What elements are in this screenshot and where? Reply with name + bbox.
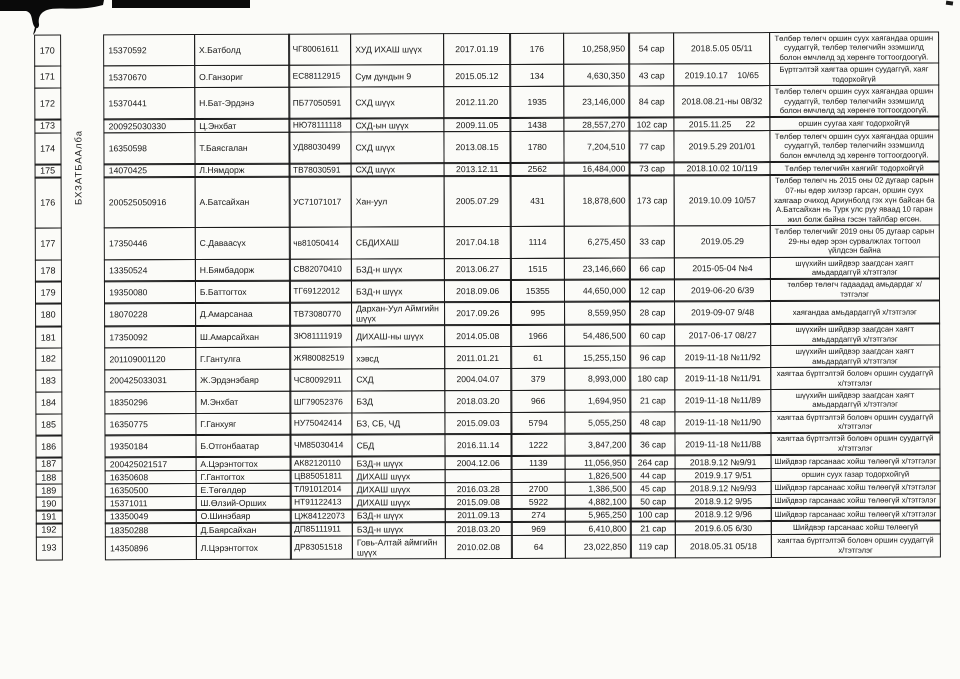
cell-months: 28 сар <box>630 301 676 325</box>
cell-register-number: ТВ73080770 <box>289 302 352 327</box>
cell-note: оршин суугаа хаяг тодорхойгүй <box>769 116 939 131</box>
cell-row-number: 171 <box>34 66 61 89</box>
cell-count: 966 <box>511 390 566 413</box>
row-gutter <box>62 282 106 304</box>
cell-count: 5794 <box>511 411 566 434</box>
cell-months: 100 сар <box>630 508 676 523</box>
cell-amount: 23,146,660 <box>564 257 631 280</box>
cell-count: 274 <box>511 508 566 523</box>
cell-decision-date: 2013.08.15 <box>443 131 511 164</box>
cell-months: 84 сар <box>629 85 675 118</box>
row-gutter <box>62 471 106 484</box>
cell-count: 176 <box>509 32 564 65</box>
cell-register-number: ТВ78030591 <box>289 163 352 178</box>
cell-decision-date: 2009.11.05 <box>443 117 511 132</box>
cell-register-number: ТЛ91012014 <box>290 482 353 497</box>
cell-amount: 7,204,510 <box>563 130 630 163</box>
cell-reference-date: 2019.5.29 201/01 <box>674 130 771 163</box>
cell-decision-date: 2016.03.28 <box>444 482 512 497</box>
cell-row-number: 174 <box>34 132 61 165</box>
cell-decision-date: 2005.07.29 <box>443 175 511 227</box>
cell-reference-date: 2019.05.29 <box>674 225 771 258</box>
cell-case-id: 16350775 <box>105 413 197 437</box>
cell-debtor-name: О.Шинэбаяр <box>196 509 292 524</box>
cell-row-number: 178 <box>34 259 61 282</box>
cell-months: 96 сар <box>630 345 676 368</box>
cell-decision-date: 2018.03.20 <box>444 390 512 413</box>
cell-court: БЗ, СБ, ЧД <box>351 412 445 436</box>
cell-register-number: НТ91122413 <box>290 495 353 510</box>
cell-amount: 15,255,150 <box>564 346 631 369</box>
cell-count: 379 <box>511 368 566 391</box>
cell-court: БЗД-н шүүх <box>351 280 445 304</box>
cell-amount: 10,258,950 <box>563 32 630 65</box>
cell-debtor-name: Д.Баярсайхан <box>196 522 292 537</box>
cell-reference-date: 2019-09-07 9/48 <box>674 300 771 325</box>
cell-count: 61 <box>510 346 565 369</box>
cell-register-number: ЧС80092911 <box>290 368 353 391</box>
cell-decision-date: 2018.03.20 <box>444 521 512 536</box>
cell-reference-date: 2018.9.12 9/95 <box>675 494 772 509</box>
cell-court: ДИХАШ шүүх <box>352 495 446 510</box>
cell-count: 134 <box>509 64 564 87</box>
cell-debtor-name: А.Цэрэнтогтох <box>195 456 291 471</box>
cell-reference-date: 2018.9.12 №9/91 <box>675 454 772 469</box>
cell-debtor-name: Ц.Энхбат <box>194 118 290 133</box>
cell-months: 36 сар <box>630 433 676 456</box>
cell-court: хэвсд <box>351 346 445 370</box>
cell-count: 969 <box>511 521 566 536</box>
cell-debtor-name: М.Энхбат <box>195 390 291 414</box>
cell-row-number: 185 <box>35 413 62 436</box>
cell-decision-date: 2004.12.06 <box>444 455 512 470</box>
cell-amount: 4,882,100 <box>565 495 632 510</box>
cell-debtor-name: Н.Бат-Эрдэнэ <box>194 87 290 120</box>
cell-amount: 8,559,950 <box>564 301 631 326</box>
cell-court: Дархан-Уул Аймгийн шүүх <box>351 301 445 326</box>
cell-note: Төлбөр төлөгчийн хаягийг тодорхойгүй <box>769 161 939 176</box>
cell-court: ДИХАШ шүүх <box>352 469 446 484</box>
cell-register-number: ЦВ85051811 <box>290 469 353 484</box>
cell-debtor-name: Н.Бямбадорж <box>195 258 291 282</box>
cell-case-id: 15371011 <box>105 496 197 511</box>
cell-decision-date: 2015.09.03 <box>444 412 512 435</box>
row-gutter <box>62 485 106 498</box>
cell-reference-date: 2018.9.12 №9/93 <box>675 481 772 496</box>
side-agency-label: БХЗАТБААлба <box>73 129 85 205</box>
cell-reference-date: 2019-11-18 №11/90 <box>674 411 771 435</box>
cell-decision-date: 2017.09.26 <box>444 301 512 326</box>
cell-court: СХД-ын шүүх <box>350 118 444 133</box>
cell-note: Төлбөр төлөгч оршин суух хаягандаа оршин суудаггүй, төлбөр төлөгчийн эзэмшилд болон өмчлөлд эд хөрөнгө тогтоогдоогүй. <box>769 84 939 117</box>
cell-note: шүүхийн шийдвэр заагдсан хаягт амьдардаггүй х/тэтгэлэг <box>770 388 940 412</box>
cell-row-number: 173 <box>34 119 61 134</box>
cell-decision-date: 2012.11.20 <box>443 86 511 119</box>
cell-count: 1114 <box>510 226 565 259</box>
cell-court: СХД шүүх <box>351 162 445 177</box>
cell-court: БЗД-н шүүх <box>351 258 445 282</box>
cell-months: 102 сар <box>629 117 675 132</box>
cell-count: 995 <box>510 301 565 325</box>
row-gutter <box>62 349 106 371</box>
cell-court: Сум дундын 9 <box>350 64 444 88</box>
cell-case-id: 14070425 <box>104 163 196 178</box>
cell-count: 1139 <box>511 455 566 470</box>
cell-court: СХД <box>351 368 445 392</box>
cell-case-id: 16350500 <box>105 483 197 498</box>
cell-months: 54 сар <box>629 32 675 65</box>
cell-amount: 11,056,950 <box>564 455 631 470</box>
cell-debtor-name: Д.Амарсанаа <box>195 302 291 327</box>
row-gutter <box>62 498 106 511</box>
cell-row-number: 189 <box>35 483 62 498</box>
cell-count: 1966 <box>510 324 565 347</box>
cell-row-number: 177 <box>34 228 61 261</box>
table-row <box>36 175 954 229</box>
cell-note: хаягтаа бүртгэлтэй боловч оршин суудаггүй х/тэтгэлэг <box>770 432 940 456</box>
cell-reference-date: 2015-05-04 №4 <box>674 257 771 281</box>
cell-note: Шийдвэр гарсанаас хойш төлөөгүй <box>770 520 940 535</box>
cell-row-number: 170 <box>34 34 61 67</box>
cell-register-number: ЦЖ84122073 <box>290 509 353 524</box>
cell-count: 2562 <box>510 162 565 177</box>
cell-decision-date: 2017.01.19 <box>443 33 511 66</box>
cell-decision-date: 2017.04.18 <box>443 226 511 259</box>
cell-reference-date: 2015.11.25 22 <box>673 116 770 131</box>
cell-register-number: СВ82070410 <box>289 258 352 281</box>
cell-note: хаягтаа бүртгэлтэй боловч оршин суудаггүй х/тэтгэлэг <box>770 410 940 434</box>
cell-reference-date: 2019.6.05 6/30 <box>675 520 772 535</box>
cell-note: шүүхийн шийдвэр заагдсан хаягт амьдардаггүй х/тэтгэлэг <box>770 256 940 280</box>
cell-amount: 1,826,500 <box>564 468 631 483</box>
cell-case-id: 17350092 <box>104 325 196 349</box>
cell-case-id: 16350608 <box>105 470 197 485</box>
cell-note: хаягтаа бүртгэлтэй боловч оршин суудаггүй х/тэтгэлэг <box>771 533 941 558</box>
row-gutter <box>61 67 105 89</box>
cell-note: Төлбөр төлөгч нь 2015 оны 02 дугаар сарын 07-ны өдөр хилээр гарсан, оршин суух хаягаар очиход Ариунболд гэх хүн байсан ба А.Батсайхан нь Турк улс руу яваад 10 гаран жил болж байна гэсэн тайлбар өгсөн. <box>769 174 939 227</box>
cell-row-number: 183 <box>35 369 62 392</box>
cell-row-number: 186 <box>35 435 62 458</box>
cell-debtor-name: Е.Төгөлдөр <box>195 482 291 497</box>
cell-note: шүүхийн шийдвэр заагдсан хаягт амьдардаггүй х/тэтгэлэг <box>770 323 940 347</box>
cell-count: 2700 <box>511 482 566 497</box>
cell-amount: 8,993,000 <box>564 367 631 390</box>
cell-court: БЗД-н шүүх <box>352 508 446 523</box>
cell-case-id: 15370441 <box>103 87 195 120</box>
cell-court: БЗД <box>351 390 445 414</box>
cell-case-id: 17350446 <box>104 227 196 260</box>
cell-register-number: ШГ79052376 <box>290 390 353 413</box>
cell-count: 1222 <box>511 433 566 456</box>
cell-decision-date: 2011.01.21 <box>444 346 512 369</box>
cell-note: төлбөр төлөгч гадаадад амьдардаг х/тэтгэлэг <box>770 278 940 302</box>
cell-register-number: ЧМ85030414 <box>290 434 353 457</box>
cell-amount: 16,484,000 <box>563 162 630 177</box>
cell-months: 21 сар <box>630 389 676 412</box>
cell-debtor-name: С.Даваасүх <box>195 227 291 260</box>
cell-amount: 44,650,000 <box>564 279 631 302</box>
cell-months: 66 сар <box>629 257 675 280</box>
cell-reference-date: 2019-11-18 №11/89 <box>674 389 771 413</box>
cell-amount: 6,410,800 <box>565 521 632 536</box>
cell-register-number: ДР83051518 <box>290 535 353 560</box>
cell-court: СБДИХАШ <box>351 226 445 259</box>
cell-debtor-name: Т.Баясгалан <box>194 131 290 164</box>
cell-note: хаягандаа амьдардаггүй х/тэтгэлэг <box>770 300 940 325</box>
cell-amount: 1,386,500 <box>565 481 632 496</box>
cell-months: 77 сар <box>629 130 675 163</box>
cell-amount: 4,630,350 <box>563 64 630 87</box>
cell-case-id: 200425021517 <box>105 456 197 471</box>
cell-decision-date: 2015.05.12 <box>443 64 511 87</box>
cell-register-number: ДП85111911 <box>290 522 353 537</box>
cell-register-number: ПБ77050591 <box>289 86 352 119</box>
scan-artifacts <box>0 0 960 42</box>
cell-note: шүүхийн шийдвэр заагдсан хаягт амьдардаггүй х/тэтгэлэг <box>770 344 940 368</box>
cell-case-id: 15370592 <box>103 34 195 67</box>
cell-court: ДИХАШ шүүх <box>352 482 446 497</box>
cell-row-number: 181 <box>35 326 62 349</box>
cell-decision-date: 2018.09.06 <box>444 279 512 302</box>
cell-reference-date: 2018.10.02 10/119 <box>674 161 771 176</box>
cell-case-id: 14350896 <box>105 536 197 561</box>
table-row <box>35 86 953 121</box>
cell-months: 44 сар <box>630 468 676 483</box>
cell-amount: 18,878,600 <box>563 175 630 227</box>
cell-reference-date: 2019-06-20 6/39 <box>674 278 771 302</box>
cell-months: 173 сар <box>629 175 675 227</box>
cell-decision-date: 2013.06.27 <box>444 258 512 281</box>
cell-row-number: 187 <box>35 457 62 472</box>
cell-row-number: 188 <box>35 470 62 485</box>
cell-case-id: 15370670 <box>103 65 195 89</box>
cell-case-id: 16350598 <box>104 132 196 165</box>
cell-months: 43 сар <box>629 63 675 86</box>
cell-months: 21 сар <box>630 521 676 536</box>
cell-decision-date: 2013.12.11 <box>443 162 511 177</box>
cell-case-id: 13350524 <box>104 259 196 283</box>
cell-case-id: 200925030330 <box>104 118 196 133</box>
row-gutter <box>62 524 106 537</box>
cell-case-id: 18070228 <box>104 302 196 327</box>
cell-case-id: 201109001120 <box>104 347 196 371</box>
cell-row-number: 179 <box>35 281 62 304</box>
cell-court: ДИХАШ-ны шүүх <box>351 324 445 348</box>
cell-months: 180 сар <box>630 367 676 390</box>
row-gutter <box>62 304 106 327</box>
cell-row-number: 190 <box>35 497 62 512</box>
cell-amount: 6,275,450 <box>564 226 631 259</box>
cell-reference-date: 2018.5.05 05/11 <box>673 32 770 65</box>
cell-row-number: 180 <box>35 303 62 327</box>
cell-court: СБД <box>352 434 446 458</box>
row-gutter <box>62 327 106 349</box>
cell-note: Шийдвэр гарсанаас хойш төлөөгүй х/тэтгэлэг <box>770 454 940 469</box>
cell-note: оршин суух газар тодорхойгүй <box>770 467 940 482</box>
cell-register-number: АК82120110 <box>290 456 353 471</box>
cell-row-number: 193 <box>35 536 62 560</box>
table-row <box>37 534 955 560</box>
cell-amount: 1,694,950 <box>564 389 631 412</box>
cell-court: БЗД-н шүүх <box>352 456 446 471</box>
cell-reference-date: 2017-06-17 08/27 <box>674 323 771 347</box>
black-scan-bar <box>112 0 250 8</box>
table-row <box>36 226 954 261</box>
cell-note: Төлбөр төлөгч оршин суух хаягандаа оршин суудаггүй, төлбөр төлөгчийн эзэмшилд болон өмчлөлд эд хөрөнгө тогтоогдоогүй. <box>769 129 939 162</box>
pen-scribble-mark <box>0 0 104 28</box>
cell-months: 119 сар <box>630 534 676 558</box>
cell-amount: 3,847,200 <box>564 433 631 456</box>
row-gutter <box>62 393 106 415</box>
cell-register-number: ТГ69122012 <box>289 280 352 303</box>
cell-months: 73 сар <box>629 162 675 177</box>
cell-case-id: 18350288 <box>105 522 197 537</box>
cell-court: БЗД-н шүүх <box>352 522 446 537</box>
cell-reference-date: 2019.10.17 10/65 <box>673 63 770 87</box>
cell-debtor-name: Х.Батболд <box>194 33 290 66</box>
cell-row-number: 182 <box>35 348 62 371</box>
cell-count: 1515 <box>510 257 565 280</box>
cell-court: Говь-Алтай аймгийн шүүх <box>352 535 446 560</box>
cell-debtor-name: Ш.Өлзий-Орших <box>196 496 292 511</box>
cell-register-number: ЕС88112915 <box>289 65 352 88</box>
cell-decision-date: 2016.11.14 <box>444 433 512 456</box>
cell-count: 431 <box>510 175 565 227</box>
cell-note: Шийдвэр гарсанаас хойш төлөөгүй х/тэтгэлэг <box>770 507 940 522</box>
register-table <box>35 32 955 560</box>
cell-debtor-name: О.Ганзориг <box>194 65 290 89</box>
cell-register-number: ЧГ80061611 <box>289 33 352 66</box>
cell-count: 1935 <box>510 86 565 119</box>
cell-court: Хан-уул <box>351 176 445 228</box>
cell-row-number: 192 <box>35 523 62 538</box>
cell-note: Шийдвэр гарсанаас хойш төлөөгүй х/тэтгэлэг <box>770 493 940 508</box>
scan-speck <box>946 1 953 6</box>
cell-note: Төлбөр төлөгч оршин суух хаягандаа оршин суудаггүй, төлбөр төлөгчийн эзэмшилд болон өмчлөлд эд хөрөнгө тогтоогдоогүй. <box>769 31 939 64</box>
cell-decision-date: 2011.09.13 <box>444 508 512 523</box>
cell-case-id: 19350080 <box>104 280 196 304</box>
cell-debtor-name: Г.Ганхуяг <box>195 412 291 436</box>
cell-case-id: 200525050916 <box>104 176 196 228</box>
cell-register-number: УС71071017 <box>289 176 352 228</box>
row-gutter <box>62 436 106 458</box>
cell-case-id: 200425033031 <box>104 369 196 393</box>
cell-reference-date: 2019-11-18 №11/91 <box>674 367 771 391</box>
cell-amount: 54,486,500 <box>564 324 631 347</box>
cell-months: 48 сар <box>630 411 676 434</box>
cell-amount: 28,557,270 <box>563 117 630 132</box>
cell-debtor-name: А.Батсайхан <box>194 176 290 228</box>
row-gutter <box>62 511 106 524</box>
cell-debtor-name: Л.Цэрэнтогтох <box>196 535 292 560</box>
cell-row-number: 172 <box>34 87 61 120</box>
cell-reference-date: 2019-11-18 №11/88 <box>675 433 772 457</box>
cell-row-number: 176 <box>34 177 61 229</box>
row-gutter <box>61 260 105 282</box>
cell-register-number: НУ75042414 <box>290 412 353 435</box>
cell-months: 50 сар <box>630 494 676 509</box>
cell-decision-date: 2015.09.08 <box>444 495 512 510</box>
cell-amount: 5,055,250 <box>564 411 631 434</box>
cell-decision-date: 2010.02.08 <box>444 535 512 560</box>
cell-register-number: НЮ78111118 <box>289 118 352 133</box>
cell-register-number: УД88030499 <box>289 131 352 164</box>
cell-court: СХД шүүх <box>350 131 444 164</box>
cell-debtor-name: Ш.Амарсайхан <box>195 325 291 349</box>
cell-court: СХД шүүх <box>350 86 444 119</box>
cell-note: хаягтаа бүртгэлтэй боловч оршин суудаггүй х/тэтгэлэг <box>770 366 940 390</box>
cell-note: Шийдвэр гарсанаас хойш төлөөгүй х/тэтгэлэг <box>770 480 940 495</box>
cell-count: 15355 <box>510 279 565 302</box>
cell-reference-date: 2019.10.09 10/57 <box>674 174 771 226</box>
cell-register-number: ЗЮ81111919 <box>290 325 353 348</box>
row-gutter <box>62 537 106 560</box>
cell-decision-date: 2004.04.07 <box>444 368 512 391</box>
cell-debtor-name: Б.Отгонбаатар <box>195 434 291 458</box>
row-gutter <box>62 414 106 436</box>
cell-reference-date: 2019.9.17 9/51 <box>675 468 772 483</box>
cell-months: 60 сар <box>630 324 676 347</box>
cell-months: 33 сар <box>629 225 675 258</box>
cell-reference-date: 2018.08.21-ны 08/32 <box>673 85 770 118</box>
cell-reference-date: 2018.05.31 05/18 <box>675 534 772 559</box>
cell-reference-date: 2018.9.12 9/96 <box>675 507 772 522</box>
cell-debtor-name: Б.Баттогтох <box>195 280 291 304</box>
cell-count: 1780 <box>510 130 565 163</box>
row-gutter <box>62 371 106 393</box>
row-gutter <box>62 458 106 471</box>
cell-months: 45 сар <box>630 481 676 496</box>
cell-count: 64 <box>511 534 566 558</box>
cell-court: ХУД ИХАШ шүүх <box>350 33 444 66</box>
cell-case-id: 19350184 <box>105 435 197 459</box>
cell-row-number: 191 <box>35 510 62 525</box>
cell-row-number: 184 <box>35 391 62 414</box>
cell-months: 264 сар <box>630 455 676 470</box>
cell-register-number: ЖЯ80082519 <box>290 347 353 370</box>
cell-row-number: 175 <box>34 164 61 179</box>
cell-note: Бүртгэлтэй хаягтаа оршин суудаггүй, хаяг тодорхойгүй <box>769 63 939 87</box>
cell-case-id: 18350296 <box>105 391 197 415</box>
cell-amount: 23,022,850 <box>565 534 632 559</box>
table-row <box>35 130 953 165</box>
cell-debtor-name: Г.Гантогтох <box>195 469 291 484</box>
cell-register-number: чв81050414 <box>289 227 352 260</box>
cell-amount: 5,965,250 <box>565 508 632 523</box>
cell-debtor-name: Г.Гантулга <box>195 347 291 371</box>
cell-decision-date: 2014.05.08 <box>444 324 512 347</box>
cell-note: Төлбөр төлөгчийг 2019 оны 05 дугаар сарын 29-ны өдөр эрэн сурвалжлах тогтоол үйлдсэн байна <box>769 225 939 258</box>
cell-count: 1438 <box>510 117 565 132</box>
cell-count: 5922 <box>511 495 566 510</box>
cell-reference-date: 2019-11-18 №11/92 <box>674 345 771 369</box>
cell-months: 12 сар <box>629 279 675 302</box>
cell-debtor-name: Ж.Эрдэнэбаяр <box>195 369 291 393</box>
cell-debtor-name: Л.Нямдорж <box>194 163 290 178</box>
cell-amount: 23,146,000 <box>563 85 630 118</box>
cell-case-id: 13350049 <box>105 509 197 524</box>
